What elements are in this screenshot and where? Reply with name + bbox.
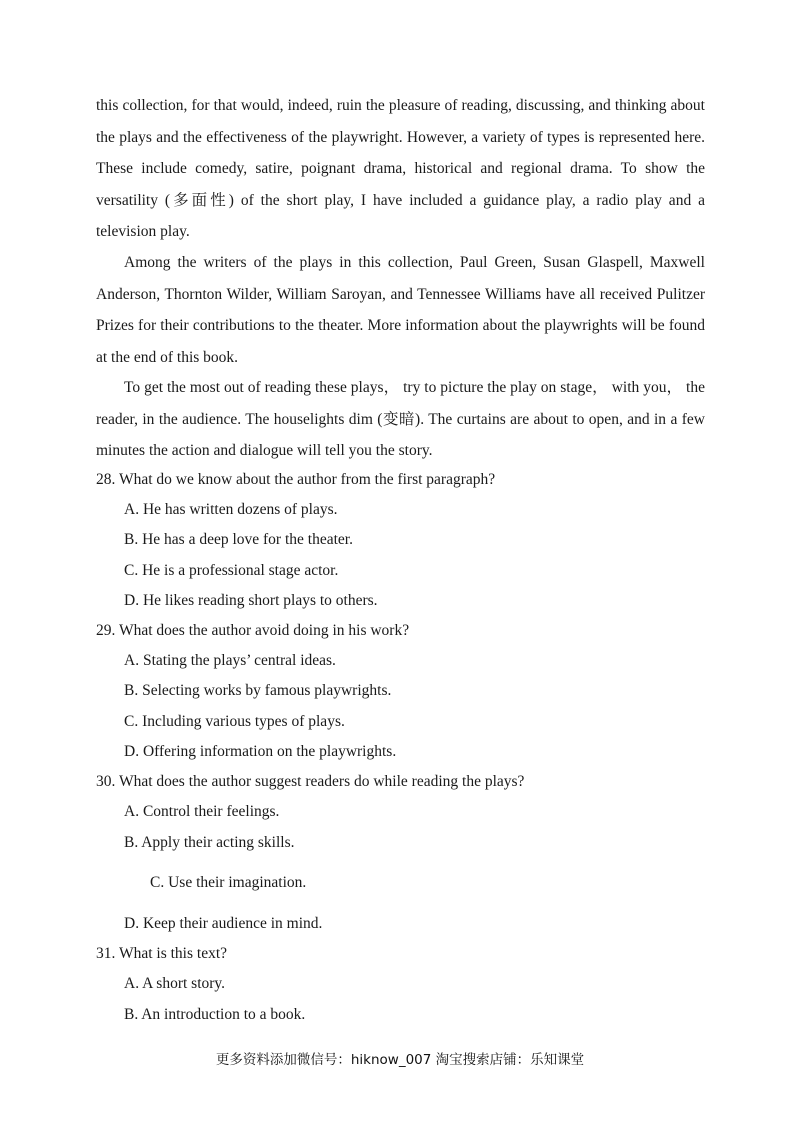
question-30-option-a: A. Control their feelings. xyxy=(124,803,280,820)
question-30-stem: 30. What does the author suggest readers do while reading the plays? xyxy=(96,773,525,790)
question-29-option-d: D. Offering information on the playwrights. xyxy=(124,743,397,760)
question-28-option-b: B. He has a deep love for the theater. xyxy=(124,531,353,548)
question-31-option-b: B. An introduction to a book. xyxy=(124,1006,306,1023)
question-30-option-d: D. Keep their audience in mind. xyxy=(124,915,323,932)
passage-paragraph-1: this collection, for that would, indeed, ruin the pleasure of reading, discussing, and thinking about the plays and the effectiveness of the playwright. However, a variety of types is represented here. These include comedy, satire, poignant drama, historical and regional drama. To show the versatility (多面性) of the short play, I have included a guidance play, a radio play and a television play. xyxy=(96,97,705,240)
question-30-option-b: B. Apply their acting skills. xyxy=(124,834,295,851)
question-29-option-c: C. Including various types of plays. xyxy=(124,713,345,730)
question-31-option-a: A. A short story. xyxy=(124,975,226,992)
question-28-option-c: C. He is a professional stage actor. xyxy=(124,562,339,579)
question-30-option-c: C. Use their imagination. xyxy=(150,874,307,891)
passage-paragraph-2: Among the writers of the plays in this collection, Paul Green, Susan Glaspell, Maxwell Anderson, Thornton Wilder, William Saroyan, and Tennessee Williams have all received Pulitzer Prizes for their contributions to the theater. More information about the playwrights will be found at the end of this book. xyxy=(96,254,705,366)
question-28-option-d: D. He likes reading short plays to others. xyxy=(124,592,378,609)
question-28-option-a: A. He has written dozens of plays. xyxy=(124,501,338,518)
passage-paragraph-3: To get the most out of reading these plays， try to picture the play on stage， with you， the reader, in the audience. The houselights dim (变暗). The curtains are about to open, and in a few minutes the action and dialogue will tell you the story. xyxy=(96,379,705,459)
question-29-option-b: B. Selecting works by famous playwrights. xyxy=(124,682,392,699)
question-29-stem: 29. What does the author avoid doing in his work? xyxy=(96,622,410,639)
question-28-stem: 28. What do we know about the author from the first paragraph? xyxy=(96,471,496,488)
footer-watermark-text: 更多资料添加微信号：hiknow_007 淘宝搜索店铺：乐知课堂 xyxy=(215,1052,585,1068)
question-31-stem: 31. What is this text? xyxy=(96,945,228,962)
question-29-option-a: A. Stating the plays’ central ideas. xyxy=(124,652,336,669)
